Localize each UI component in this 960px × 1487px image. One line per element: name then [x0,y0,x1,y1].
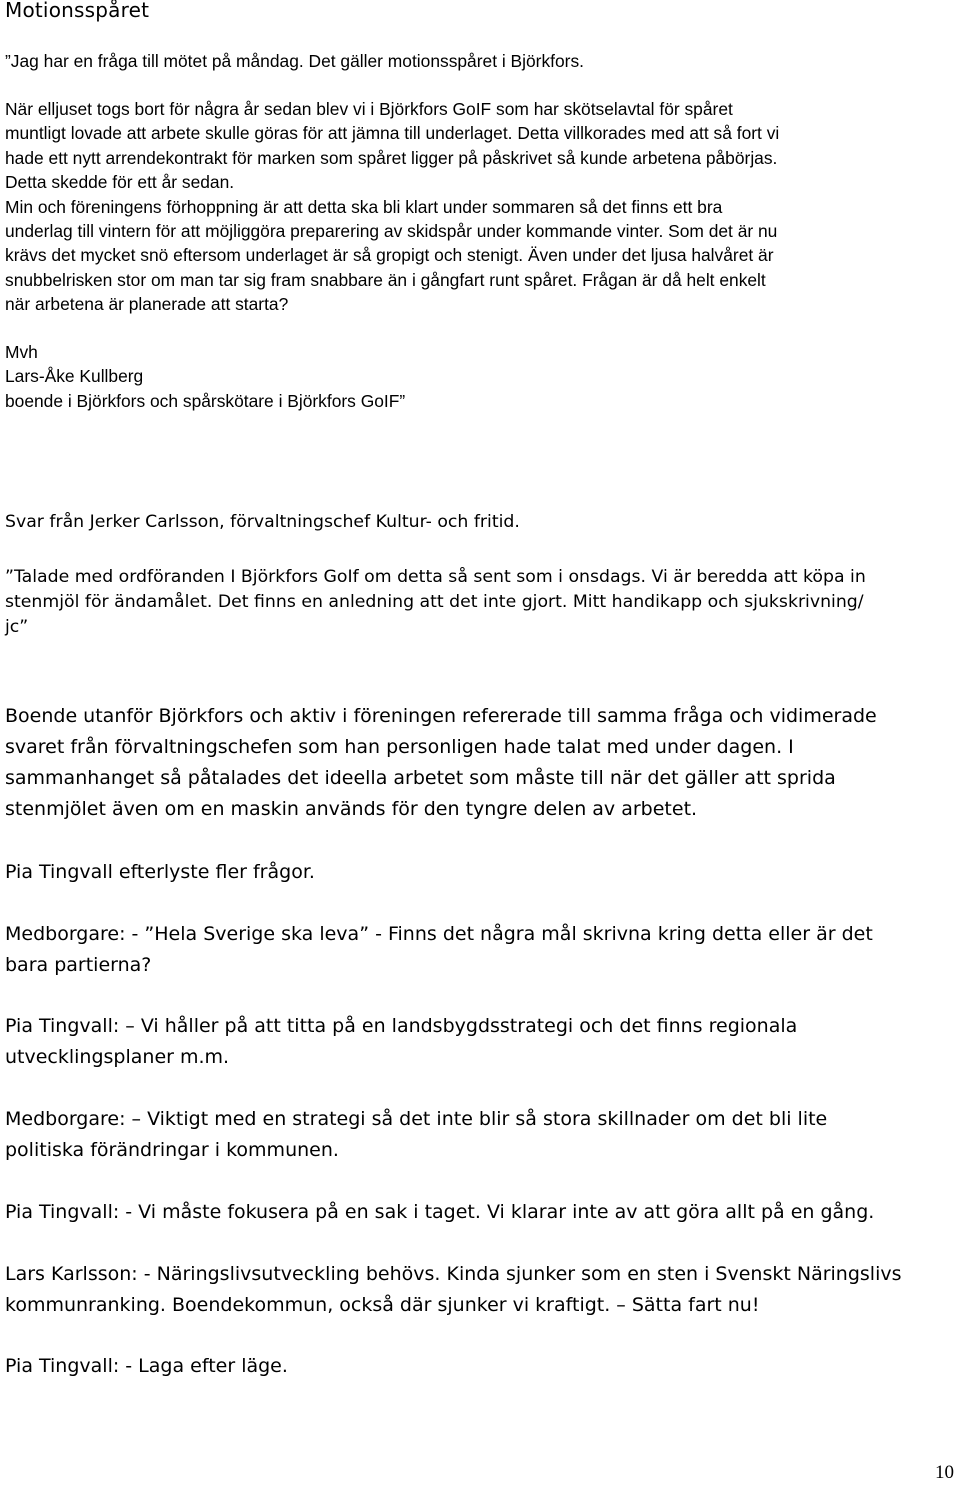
reply-line: stenmjöl för ändamålet. Det finns en anledning att det inte gjort. Mitt handikapp och sjukskrivning/ [5,592,864,612]
minutes-line: Pia Tingvall: - Vi måste fokusera på en sak i taget. Vi klarar inte av att göra allt på en gång. [5,1201,875,1223]
minutes-line: Lars Karlsson: - Näringslivsutveckling behövs. Kinda sjunker som en sten i Svenskt Näringslivs [5,1263,902,1285]
document-heading: Motionsspåret [5,0,150,22]
minutes-paragraph [5,1351,955,1382]
letter-body [5,97,950,317]
page-number: 10 [935,1462,954,1483]
minutes-paragraph [5,1104,955,1166]
reply-line: jc” [5,617,29,637]
minutes-line: sammanhanget så påtalades det ideella arbetet som måste till när det gäller att sprida [5,767,836,789]
reply-line: ”Talade med ordföranden I Björkfors GoIf om detta så sent som i onsdags. Vi är beredda att köpa in [5,567,866,587]
letter-line: hade ett nytt arrendekontrakt för marken som spåret ligger på påskrivet så kunde arbetena påbörjas. [5,147,778,168]
minutes-paragraph [5,1259,955,1321]
minutes-paragraph [5,857,955,888]
letter-line: underlag till vintern för att möjliggöra preparering av skidspår under kommande vinter. Som det är nu [5,221,778,242]
letter-line: krävs det mycket snö eftersom underlaget är så gropigt och stenigt. Även under det ljusa halvåret är [5,245,774,266]
minutes-line: Medborgare: – Viktigt med en strategi så det inte blir så stora skillnader om det bli lite [5,1108,828,1130]
signature-line: boende i Björkfors och spårskötare i Björkfors GoIF” [5,390,406,411]
minutes-line: politiska förändringar i kommunen. [5,1139,339,1161]
reply-heading [5,510,955,535]
reply-answer [5,565,955,640]
letter-line: När elljuset togs bort för några år sedan blev vi i Björkfors GoIF som har skötselavtal för spåret [5,99,733,119]
minutes-paragraph [5,1011,955,1073]
minutes-line: Pia Tingvall: – Vi håller på att titta på en landsbygdsstrategi och det finns regionala [5,1015,798,1037]
letter-line: ”Jag har en fråga till mötet på måndag. Det gäller motionsspåret i Björkfors. [5,51,584,71]
minutes-line: kommunranking. Boendekommun, också där sjunker vi kraftigt. – Sätta fart nu! [5,1294,760,1316]
letter-quote-line [5,49,950,73]
letter-line: snubbelrisken stor om man tar sig fram snabbare än i gångfart runt spåret. Frågan är då helt enkelt [5,269,766,290]
minutes-line: stenmjölet även om en maskin används för den tyngre delen av arbetet. [5,798,698,820]
minutes-paragraph [5,701,955,825]
minutes-paragraph [5,1197,955,1228]
minutes-line: bara partierna? [5,954,152,976]
letter-line: Detta skedde för ett år sedan. [5,172,235,193]
letter-signature [5,340,950,413]
minutes-line: Pia Tingvall: - Laga efter läge. [5,1355,288,1377]
minutes-paragraph [5,919,955,981]
minutes-line: Boende utanför Björkfors och aktiv i föreningen refererade till samma fråga och vidimerade [5,705,877,727]
letter-line: muntligt lovade att arbete skulle göras för att jämna till underlaget. Detta villkorades med att så fort vi [5,123,780,144]
minutes-line: Pia Tingvall efterlyste fler frågor. [5,861,315,883]
letter-line: Min och föreningens förhoppning är att detta ska bli klart under sommaren så det finns ett bra [5,196,723,217]
letter-line: när arbetena är planerade att starta? [5,294,289,315]
minutes-line: svaret från förvaltningschefen som han personligen hade talat med under dagen. I [5,736,794,758]
minutes-line: utvecklingsplaner m.m. [5,1046,230,1068]
minutes-line: Medborgare: - ”Hela Sverige ska leva” - Finns det några mål skrivna kring detta eller är det [5,923,873,945]
reply-heading-line: Svar från Jerker Carlsson, förvaltningschef Kultur- och fritid. [5,512,520,532]
signature-line: Lars-Åke Kullberg [5,366,144,387]
signature-line: Mvh [5,342,38,362]
